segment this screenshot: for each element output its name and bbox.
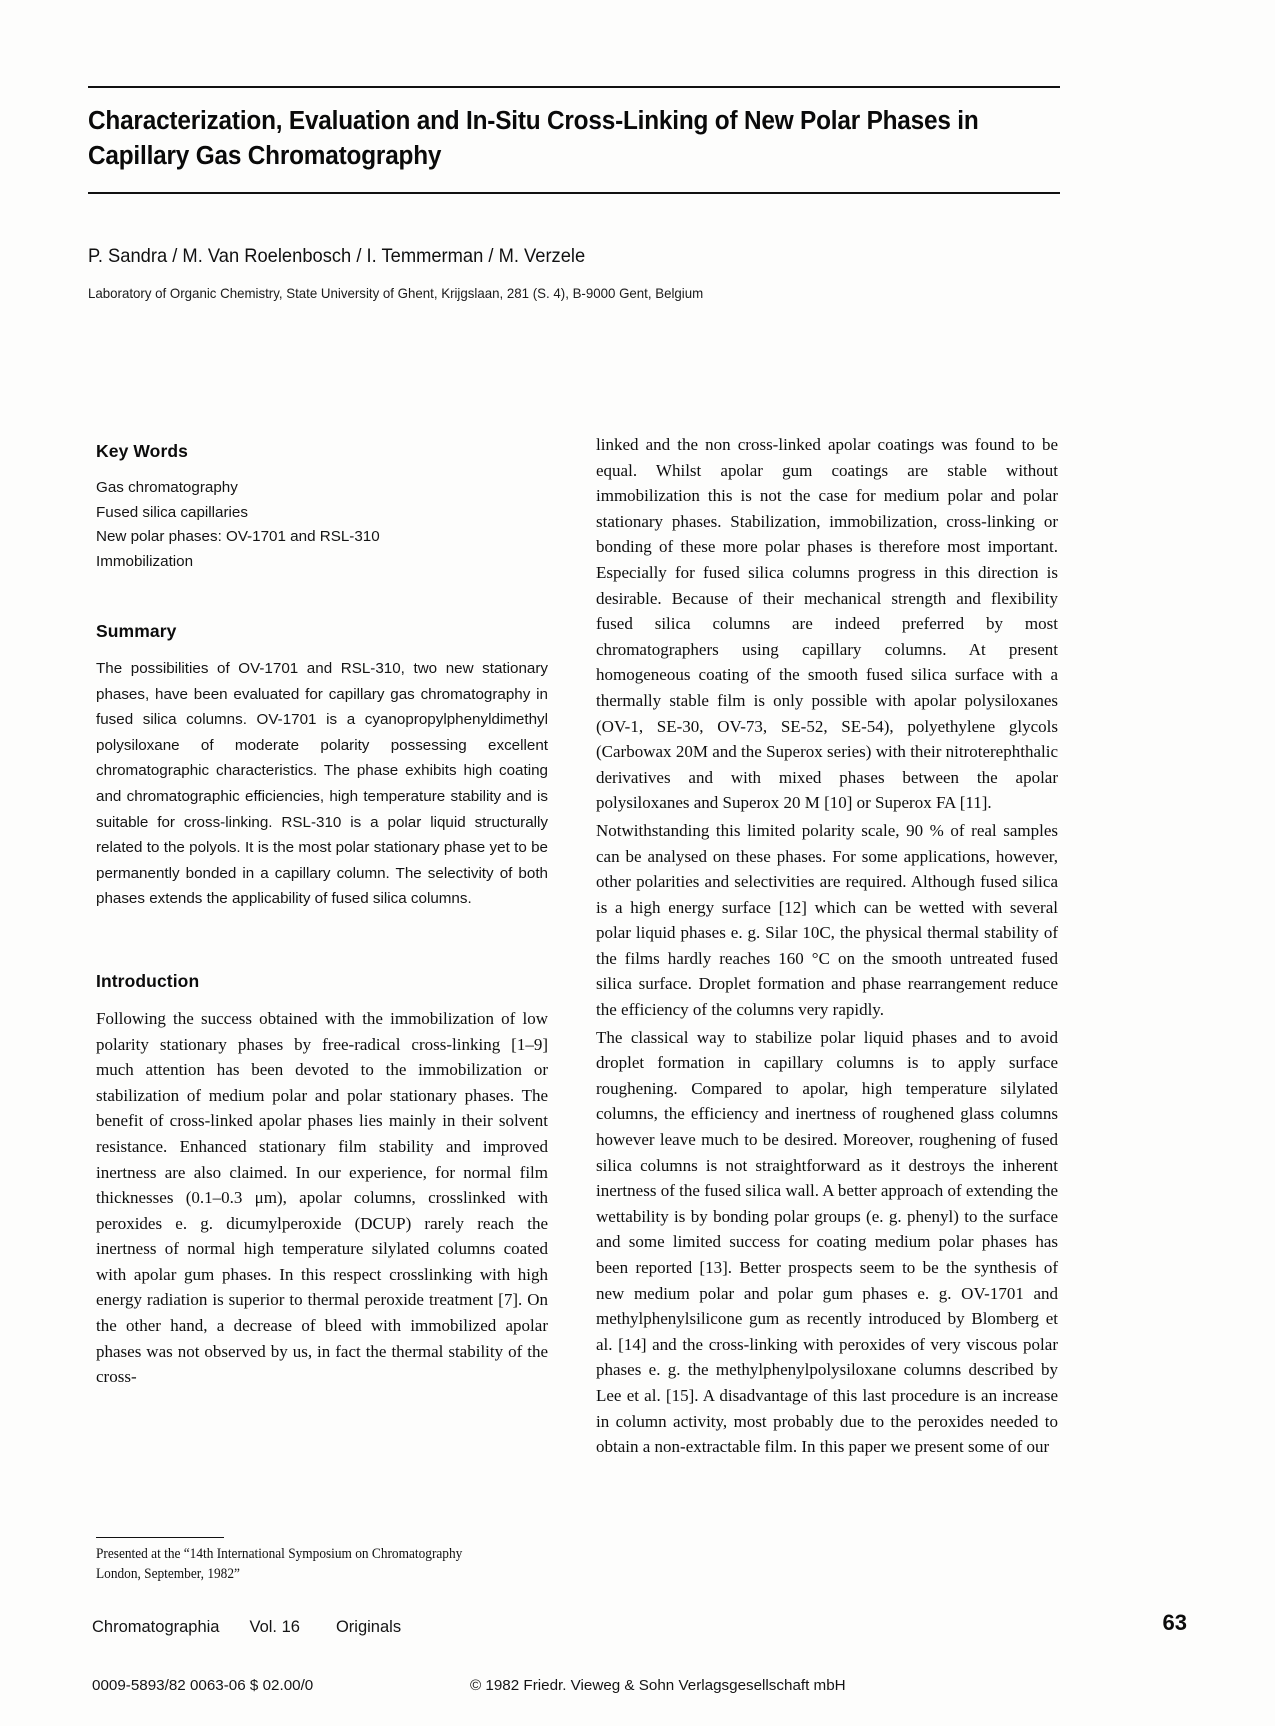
keywords-list xyxy=(96,476,548,574)
paragraph: linked and the non cross-linked apolar coatings was found to be equal. Whilst apolar gum coatings are stable without immobilization this is not the case for medium polar and polar stationary phases. Stabilization, immobilization, cross-linking or bonding of these more polar phases is therefore most important. Especially for fused silica columns progress in this direction is desirable. Because of their mechanical strength and flexibility fused silica columns are indeed preferred by most chromatographers using capillary columns. At present homogeneous coating of the smooth fused silica surface with a thermally stable film is only possible with apolar polysiloxanes (OV-1, SE-30, OV-73, SE-52, SE-54), polyethylene glycols (Carbowax 20M and the Superox series) with their nitroterephthalic derivatives and with mixed phases between the apolar polysiloxanes and Superox 20 M [10] or Superox FA [11]. xyxy=(596,435,1058,813)
footer-copyright: © 1982 Friedr. Vieweg & Sohn Verlagsgesellschaft mbH xyxy=(470,1677,846,1694)
list-item: Fused silica capillaries xyxy=(96,503,248,521)
affiliation: Laboratory of Organic Chemistry, State University of Ghent, Krijgslaan, 281 (S. 4), B-9000 Gent, Belgium xyxy=(88,286,704,301)
right-column xyxy=(596,432,1058,1460)
summary-heading: Summary xyxy=(96,621,177,641)
footer-journal-name: Chromatographia xyxy=(92,1618,220,1636)
footnote-line: London, September, 1982” xyxy=(96,1566,240,1582)
footer-section: Originals xyxy=(335,1618,402,1636)
introduction-heading: Introduction xyxy=(96,970,200,991)
footer-volume: Vol. 16 xyxy=(249,1618,300,1636)
summary-text: The possibilities of OV-1701 and RSL-310, two new stationary phases, have been evaluated for capillary gas chromatography in fused silica columns. OV-1701 is a cyanopropylphenyldimethyl polysiloxane of moderate polarity possessing excellent chromatographic characteristics. The phase exhibits high coating and chromatographic efficiencies, high temperature stability and is suitable for cross-linking. RSL-310 is a polar liquid structurally related to the polyols. It is the most polar stationary phase yet to be permanently bonded in a capillary column. The selectivity of both phases extends the applicability of fused silica columns. xyxy=(96,660,548,908)
introduction-body xyxy=(96,1006,548,1390)
paragraph: Notwithstanding this limited polarity scale, 90 % of real samples can be analysed on these phases. For some applications, however, other polarities and selectivities are required. Although fused silica is a high energy surface [12] which can be wetted with several polar liquid phases e. g. Silar 10C, the physical thermal stability of the films hardly reaches 160 °C on the smooth untreated fused silica surface. Droplet formation and phase rearrangement reduce the efficiency of the columns very rapidly. xyxy=(596,820,1058,1020)
left-column xyxy=(96,440,548,1390)
page-number: 63 xyxy=(1162,1610,1187,1635)
page-title: Characterization, Evaluation and In-Situ Cross-Linking of New Polar Phases in Capillary Gas Chromatography xyxy=(88,107,979,170)
list-item: Immobilization xyxy=(96,552,194,570)
list-item: Gas chromatography xyxy=(96,479,238,496)
footnote-line: Presented at the “14th International Symposium on Chromatography xyxy=(96,1546,463,1562)
footnote-rule xyxy=(96,1537,224,1538)
header-rule-bottom xyxy=(88,192,1060,194)
keywords-heading: Key Words xyxy=(96,441,188,461)
footer-issn: 0009-5893/82 0063-06 $ 02.00/0 xyxy=(92,1677,314,1694)
author-list: P. Sandra / M. Van Roelenbosch / I. Temmerman / M. Verzele xyxy=(88,245,586,267)
footer-journal-line xyxy=(92,1618,401,1637)
list-item: New polar phases: OV-1701 and RSL-310 xyxy=(96,528,380,545)
right-column-body xyxy=(596,432,1058,1460)
header-rule-top xyxy=(88,86,1060,88)
paragraph: The classical way to stabilize polar liquid phases and to avoid droplet formation in capillary columns is to apply surface roughening. Compared to apolar, high temperature silylated columns, the efficiency and inertness of roughened glass columns however leave much to be desired. Moreover, roughening of fused silica columns is not straightforward as it destroys the inherent inertness of the fused silica wall. A better approach of extending the wettability is by bonding polar groups (e. g. phenyl) to the surface and some limited success for coating medium polar phases has been reported [13]. Better prospects seem to be the synthesis of new medium polar and polar gum phases e. g. OV-1701 and methylphenylsilicone gum as recently introduced by Blomberg et al. [14] and the cross-linking with peroxides of very viscous polar phases e. g. the methylphenylpolysiloxane columns described by Lee et al. [15]. A disadvantage of this last procedure is an increase in column activity, most probably due to the peroxides needed to obtain a non-extractable film. In this paper we present some of our xyxy=(596,1027,1058,1457)
footnote xyxy=(96,1544,538,1584)
paragraph: Following the success obtained with the immobilization of low polarity stationary phases by free-radical cross-linking [1–9] much attention has been devoted to the immobilization or stabilization of medium polar and polar stationary phases. The benefit of cross-linked apolar phases lies mainly in their solvent resistance. Enhanced stationary film stability and improved inertness are also claimed. In our experience, for normal film thicknesses (0.1–0.3 μm), apolar columns, crosslinked with peroxides e. g. dicumylperoxide (DCUP) rarely reach the inertness of normal high temperature silylated columns coated with apolar gum phases. In this respect crosslinking with high energy radiation is superior to thermal peroxide treatment [7]. On the other hand, a decrease of bleed with immobilized apolar phases was not observed by us, in fact the thermal stability of the cross- xyxy=(96,1008,548,1387)
